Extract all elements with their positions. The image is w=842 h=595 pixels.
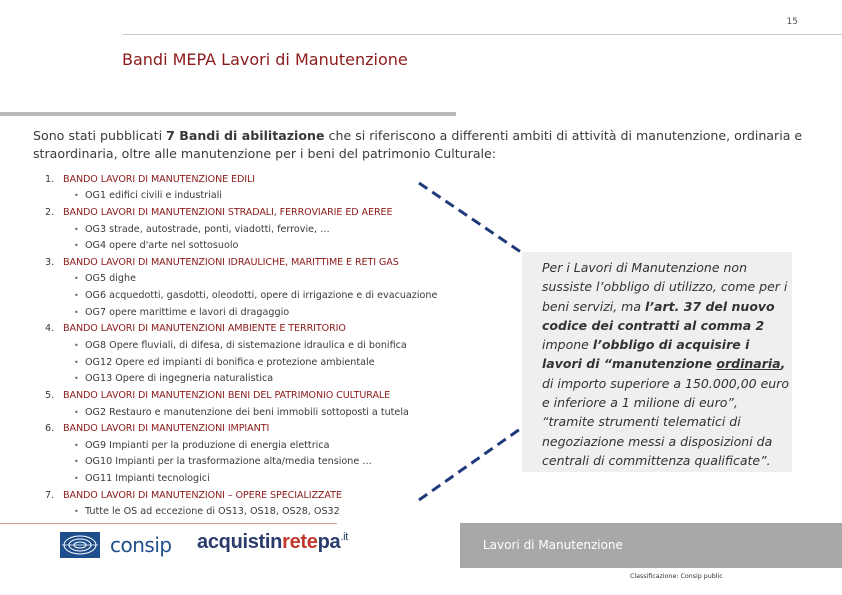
bullet-icon: • [74,241,79,251]
bottom-rule [0,523,337,524]
callout-bold-1: l’art. 37 del nuovo codice dei contratti al comma 2 [542,298,775,333]
category-item [74,237,485,254]
category-item [74,221,485,238]
category-item [74,304,485,321]
category-list [45,188,485,205]
category-text: OG1 edifici civili e industriali [85,190,222,202]
classification-label: Classificazione: Consip public [630,573,723,580]
top-rule [123,34,842,35]
consip-logo [60,532,172,558]
category-text: OG11 Impianti tecnologici [85,473,210,485]
category-list [45,404,485,421]
category-item [74,337,485,354]
category-item [74,271,485,288]
bando-heading [45,420,485,437]
callout-text-3: di importo superiore a 150.000,00 euro e inferiore a 1 milione di euro”, “tramite strumenti telematici di negoziazione messi a disposizioni da centrali di committenza qualificate”. [542,375,789,468]
bando-number: 2. [45,206,55,218]
category-item [74,188,485,205]
bando-label: BANDO LAVORI DI MANUTENZIONI IDRAULICHE, MARITTIME E RETI GAS [63,256,399,268]
bando-number: 6. [45,423,55,435]
airp-logo-part-2: rete [282,531,318,553]
bullet-icon: • [74,191,79,201]
callout-box [522,252,792,472]
intro-text-end: che si riferiscono a differenti ambiti di attività di manutenzione, ordinaria e straordinaria, oltre alle manutenzione per i beni del patrimonio Culturale: [33,128,803,161]
footer-section-label: Lavori di Manutenzione [483,538,623,552]
bando-number: 4. [45,323,55,335]
consip-mark-icon [60,532,100,558]
bullet-icon: • [74,274,79,284]
category-text: OG6 acquedotti, gasdotti, oleodotti, opere di irrigazione e di evacuazione [85,290,438,302]
bando-heading [45,387,485,404]
page-number: 15 [786,17,798,27]
category-text: OG4 opere d'arte nel sottosuolo [85,240,239,252]
slide-title: Bandi MEPA Lavori di Manutenzione [122,50,408,69]
bando-heading [45,487,485,504]
callout-bold-3: , [780,356,786,372]
category-item [74,503,485,520]
category-text: OG3 strade, autostrade, ponti, viadotti, ferrovie, … [85,223,330,235]
category-text: OG13 Opere di ingegneria naturalistica [85,373,274,385]
category-text: OG9 Impianti per la produzione di energia elettrica [85,439,330,451]
bando-label: BANDO LAVORI DI MANUTENZIONI BENI DEL PATRIMONIO CULTURALE [63,389,391,401]
bullet-icon: • [74,374,79,384]
bando-item [45,387,485,420]
bando-item [45,321,485,388]
bullet-icon: • [74,357,79,367]
category-item [74,287,485,304]
bullet-icon: • [74,507,79,517]
category-item [74,404,485,421]
category-text: OG10 Impianti per la trasformazione alta/media tensione … [85,456,372,468]
bando-number: 7. [45,489,55,501]
category-item [74,437,485,454]
callout-text [542,258,790,470]
bullet-icon: • [74,440,79,450]
category-item [74,454,485,471]
bullet-icon: • [74,474,79,484]
acquistinretepa-logo [197,531,348,554]
bando-label: BANDO LAVORI DI MANUTENZIONI AMBIENTE E TERRITORIO [63,323,346,335]
consip-wordmark: consip [110,533,172,557]
bandi-list [45,171,485,520]
category-list [45,271,485,321]
bando-item [45,487,485,520]
bullet-icon: • [74,224,79,234]
intro-text-start: Sono stati pubblicati [33,128,167,143]
bando-item [45,420,485,487]
category-item [74,354,485,371]
category-list [45,503,485,520]
intro-text-bold: 7 Bandi di abilitazione [166,128,325,143]
bando-heading [45,171,485,188]
callout-text-2: impone [542,337,593,353]
bullet-icon: • [74,340,79,350]
category-text: OG5 dighe [85,273,136,285]
bando-heading [45,254,485,271]
category-text: OG7 opere marittime e lavori di dragaggio [85,306,290,318]
bullet-icon: • [74,407,79,417]
bando-label: BANDO LAVORI DI MANUTENZIONI – OPERE SPECIALIZZATE [63,489,342,501]
bando-item [45,171,485,204]
category-list [45,337,485,387]
category-item [74,371,485,388]
bullet-icon: • [74,457,79,467]
intro-paragraph [33,127,823,163]
title-accent-rule [0,112,456,116]
callout-text-1: Per i Lavori di Manutenzione non sussiste l’obbligo di utilizzo, come per i beni servizi, ma [542,260,788,314]
category-item [74,470,485,487]
airp-logo-part-1: acquistin [197,531,283,553]
bullet-icon: • [74,291,79,301]
category-list [45,221,485,254]
category-list [45,437,485,487]
airp-logo-part-3: pa [317,531,341,553]
bando-heading [45,321,485,338]
bando-number: 1. [45,173,55,185]
callout-underline: ordinaria [716,356,781,372]
bullet-icon: • [74,307,79,317]
category-text: OG2 Restauro e manutenzione dei beni immobili sottoposti a tutela [85,406,409,418]
bando-number: 5. [45,389,55,401]
bando-label: BANDO LAVORI DI MANUTENZIONE EDILI [63,173,256,185]
airp-logo-part-4: .it [340,531,348,543]
bando-item [45,254,485,321]
category-text: Tutte le OS ad eccezione di OS13, OS18, OS28, OS32 [85,506,340,518]
bando-heading [45,204,485,221]
bando-label: BANDO LAVORI DI MANUTENZIONI STRADALI, FERROVIARIE ED AEREE [63,206,393,218]
bando-label: BANDO LAVORI DI MANUTENZIONI IMPIANTI [63,423,270,435]
category-text: OG12 Opere ed impianti di bonifica e protezione ambientale [85,356,375,368]
bando-number: 3. [45,256,55,268]
callout-bold-2: l’obbligo di acquisire i lavori di “manutenzione [542,337,750,372]
category-text: OG8 Opere fluviali, di difesa, di sistemazione idraulica e di bonifica [85,339,407,351]
bando-item [45,204,485,254]
